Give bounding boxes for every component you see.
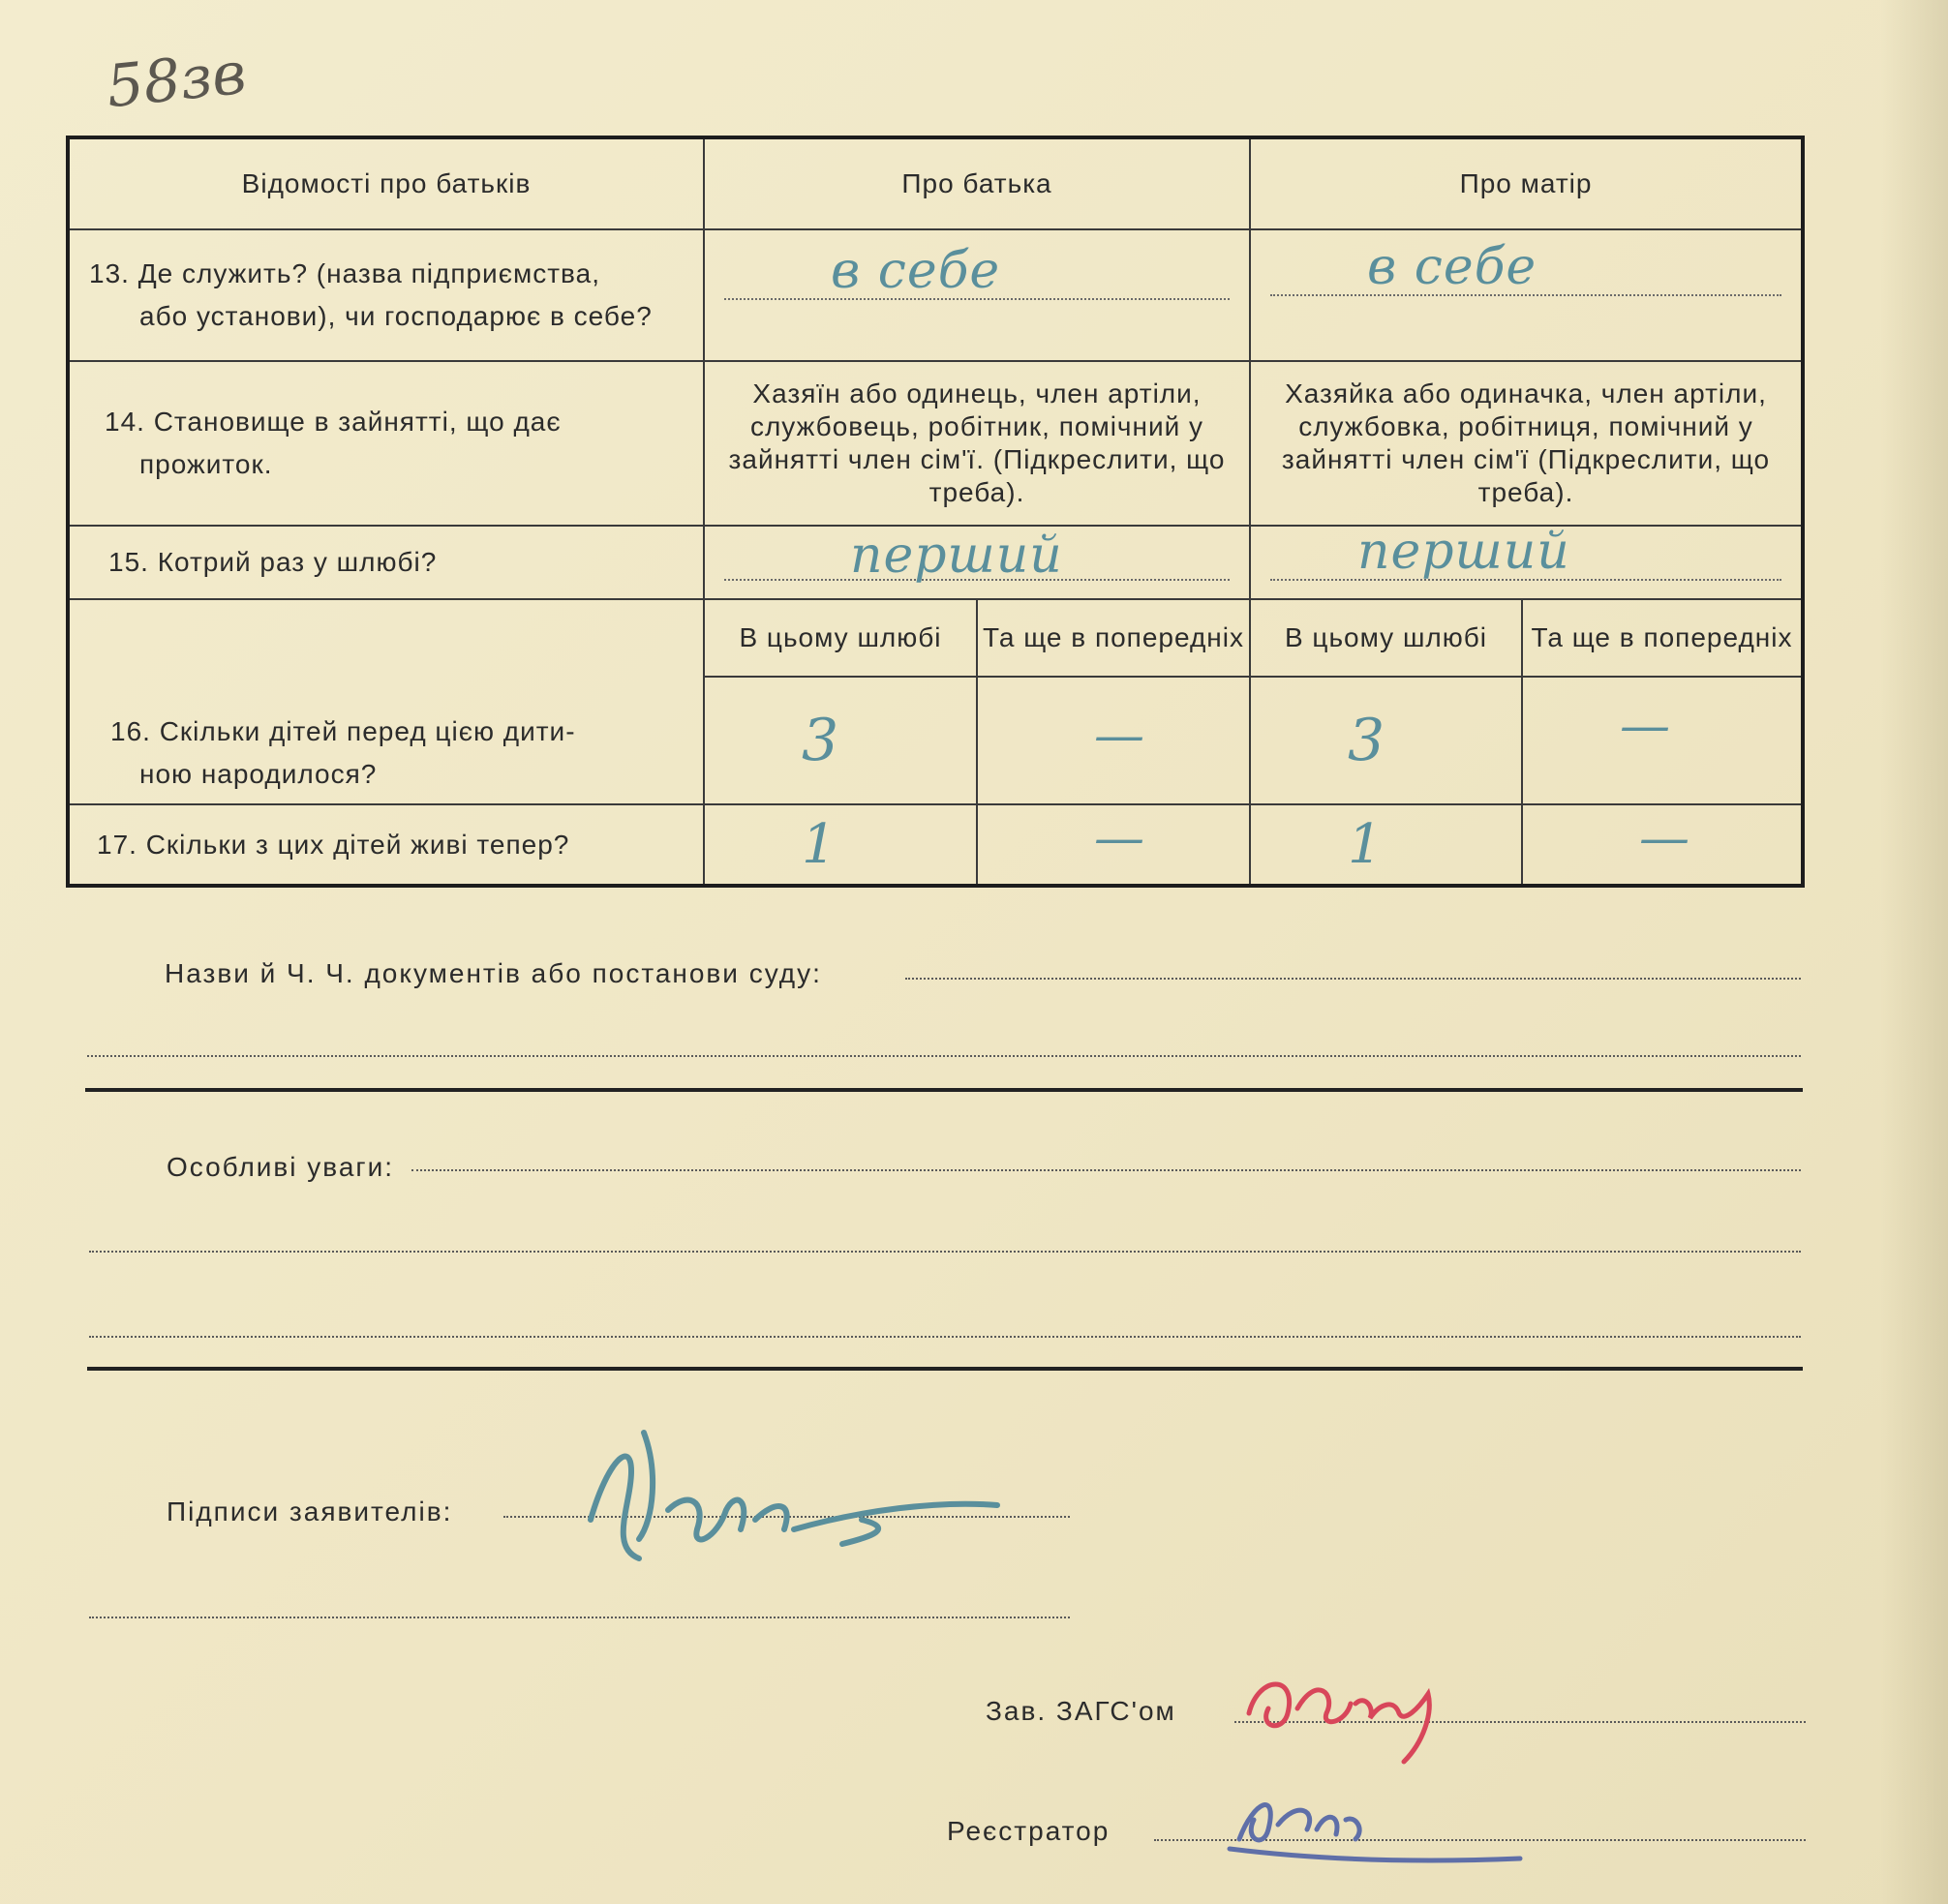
notes-line-2[interactable]	[89, 1251, 1801, 1253]
row-q13	[68, 229, 1803, 361]
signatures-label: Підписи заявителів:	[167, 1496, 453, 1526]
mother-this-marriage-header: В цьому шлюбі	[1250, 599, 1522, 677]
q17-father-this-value: 1	[802, 813, 837, 876]
q17-label	[68, 804, 704, 886]
q17-father-prev-value: —	[1094, 809, 1145, 867]
q14-label-line1: 14. Становище в зайнятті, що дає	[105, 407, 562, 437]
q16-father-this[interactable]	[704, 677, 977, 804]
header-mother: Про матір	[1250, 137, 1803, 229]
parents-info-table	[66, 136, 1805, 888]
q13-label-line2: або установи), чи господарює в себе?	[139, 301, 653, 331]
row-q15	[68, 526, 1803, 599]
registrar-label: Реєстратор	[947, 1816, 1111, 1846]
father-this-marriage-header: В цьому шлюбі	[704, 599, 977, 677]
paper-edge	[1880, 0, 1948, 1904]
header-father: Про батька	[704, 137, 1250, 229]
q15-mother-cell[interactable]	[1250, 523, 1803, 599]
q15-label	[68, 526, 704, 599]
q17-father-this[interactable]	[704, 804, 977, 886]
documents-label: Назви й Ч. Ч. документів або постанови суду:	[165, 958, 822, 988]
q16-label	[68, 599, 704, 804]
q15-mother-answer: перший	[1357, 523, 1570, 581]
q17-mother-this-value: 1	[1348, 813, 1384, 876]
father-previous-header: Та ще в попередніх	[977, 599, 1250, 677]
q17-mother-prev[interactable]	[1522, 804, 1803, 886]
q16-father-this-value: 3	[802, 707, 840, 774]
row-q17	[68, 804, 1803, 886]
q17-label-text: 17. Скільки з цих дітей живі тепер?	[97, 829, 570, 860]
q13-father-cell[interactable]	[704, 229, 1250, 361]
q16-mother-prev-value: —	[1620, 697, 1671, 755]
q13-mother-cell[interactable]	[1250, 229, 1803, 361]
mother-previous-header: Та ще в попередніх	[1522, 599, 1803, 677]
notes-label: Особливі уваги:	[167, 1152, 395, 1182]
section-divider-1	[85, 1088, 1803, 1092]
q16-mother-prev[interactable]	[1522, 677, 1803, 804]
q15-father-cell[interactable]	[704, 526, 1250, 599]
applicant-signature	[571, 1413, 1017, 1578]
registrar-signature	[1210, 1771, 1530, 1868]
head-signature	[1239, 1655, 1491, 1771]
notes-line-1[interactable]	[411, 1169, 1801, 1171]
q15-father-answer: перший	[850, 527, 1063, 585]
q16-father-prev[interactable]	[977, 677, 1250, 804]
q16-label-line1: 16. Скільки дітей перед цією дити-	[110, 716, 576, 746]
q14-label	[68, 361, 704, 526]
documents-line-2[interactable]	[87, 1055, 1801, 1057]
q15-label-text: 15. Котрий раз у шлюбі?	[108, 547, 438, 577]
q14-label-line2: прожиток.	[139, 449, 273, 479]
row-q14	[68, 361, 1803, 526]
q13-label	[68, 229, 704, 361]
table-header-row	[68, 137, 1803, 229]
q16-mother-this[interactable]	[1250, 677, 1522, 804]
q14-mother-options: Хазяйка або одиначка, член артіли, службовка, робітниця, помічний у зайнятті член сім'ї (Підкреслити, що треба).	[1250, 361, 1803, 526]
q14-father-options: Хазяїн або одинець, член артіли, службовець, робітник, помічний у зайнятті член сім'ї. (Підкреслити, що треба).	[704, 361, 1250, 526]
q17-mother-this[interactable]	[1250, 804, 1522, 886]
page-number: 58зв	[103, 39, 250, 122]
q16-label-line2: ною народилося?	[139, 759, 378, 789]
notes-line-3[interactable]	[89, 1336, 1801, 1338]
q17-father-prev[interactable]	[977, 804, 1250, 886]
head-label: Зав. ЗАГС'ом	[986, 1696, 1176, 1726]
q16-mother-this-value: 3	[1348, 707, 1386, 774]
q13-father-answer: в себе	[831, 242, 1001, 300]
header-parents-info: Відомості про батьків	[68, 137, 704, 229]
row-subheaders	[68, 599, 1803, 677]
signature-line-2[interactable]	[89, 1617, 1070, 1618]
q13-mother-answer: в себе	[1367, 238, 1537, 296]
q16-father-prev-value: —	[1094, 707, 1145, 765]
documents-line-1[interactable]	[905, 978, 1801, 980]
section-divider-2	[87, 1367, 1803, 1371]
q13-label-line1: 13. Де служить? (назва підприємства,	[89, 258, 600, 288]
q17-mother-prev-value: —	[1639, 809, 1690, 867]
